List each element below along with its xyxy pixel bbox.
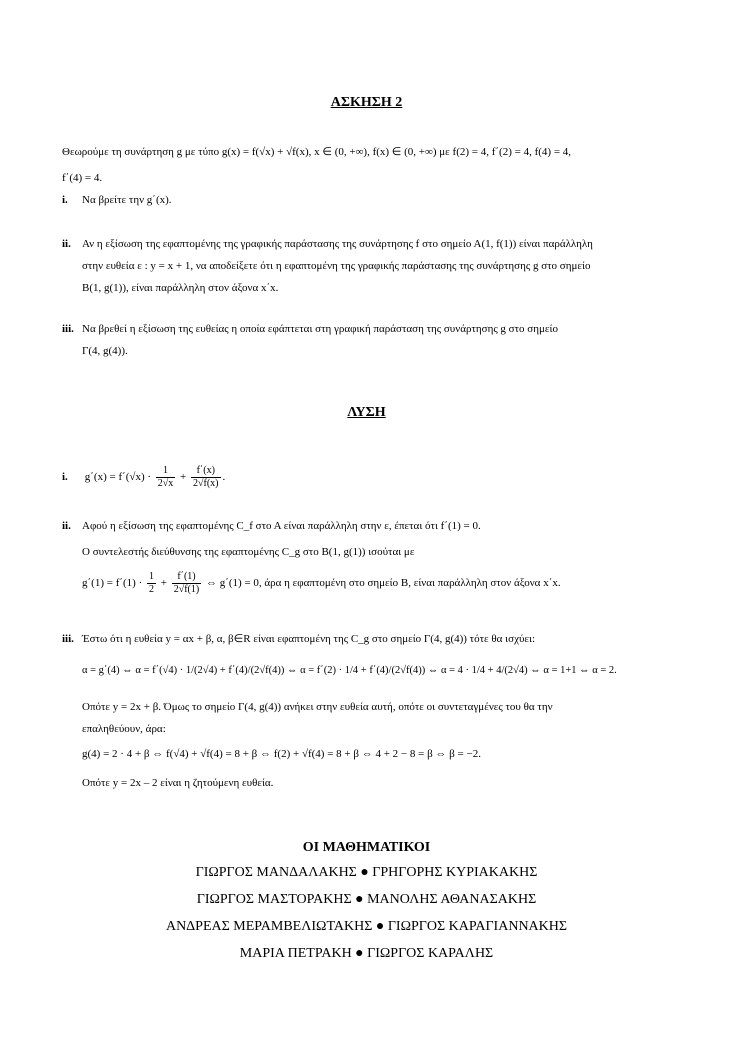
question-1 [62,193,172,207]
question-text: Να βρείτε την g΄(x). [82,194,172,206]
s2-fraction-2: $\frac{f΄(1)}{2√f(1)}$ [173,570,200,595]
author-line: ΜΑΡΙΑ ΠΕΤΡΑΚΗ ● ΓΙΩΡΓΟΣ ΚΑΡΑΛΗΣ [239,946,494,961]
solution-3-line-1 [62,632,535,646]
solution-text: Αφού η εξίσωση της εφαπτομένης C_f στο Α είναι παράλληλη στην ε, έπεται ότι f΄(1) = 0. [82,520,481,532]
question-text: Αν η εξίσωση της εφαπτομένης της γραφικής παράστασης της συνάρτησης f στο σημείο Α(1, f(1)) είναι παράλληλη [82,238,593,250]
solution-2-line-2: Ο συντελεστής διεύθυνσης της εφαπτομένης C_g στο Β(1, g(1)) ισούται με [82,546,415,558]
author-line: ΑΝΔΡΕΑΣ ΜΕΡΑΜΒΕΛΙΩΤΑΚΗΣ ● ΓΙΩΡΓΟΣ ΚΑΡΑΓΙΑΝΝΑΚΗΣ [165,919,568,934]
intro-prefix: Θεωρούμε τη συνάρτηση g με τύπο [62,146,220,158]
solution-2-formula: g΄(1) = f΄(1) · $\frac{1}{2}$ + $\frac{f΄(1)}{2√f(1)}$ ⇔ g΄(1) = 0, άρα η εφαπτομένη στο σημείο Β, είναι παράλληλη στον άξονα x΄x. [82,570,561,595]
solution-3-line-2: Οπότε y = 2x + β. Όμως το σημείο Γ(4, g(4)) ανήκει στην ευθεία αυτή, οπότε οι συντεταγμένες του θα την [82,701,553,713]
solution-1: i. g΄(x) = f΄(√x) · $\frac{1}{2√x}$ + $\frac{f΄(x)}{2√f(x)}$ . [62,462,225,492]
intro-formula: g(x) = f(√x) + √f(x), x ∈ (0, +∞), f(x) ∈ (0, +∞) [221,146,437,158]
solution-2-line-1 [62,519,481,533]
solution-3-formula-2: g(4) = 2 · 4 + β ⇔ f(√4) + √f(4) = 8 + β ⇔ f(2) + √f(4) = 8 + β ⇔ 4 + 2 − 8 = β ⇔ β = −2. [82,748,481,760]
solution-number: i. [62,471,68,483]
s1-fraction-2: $\frac{f΄(x)}{2√f(x)}$ [193,464,219,489]
question-3-line-1 [62,322,558,336]
s1-formula-a: g΄(x) = f΄(√x) · [84,471,152,483]
authors-title: ΟΙ ΜΑΘΗΜΑΤΙΚΟΙ [302,840,431,855]
question-number: iii. [62,323,74,335]
solution-text: Έστω ότι η ευθεία y = αx + β, α, β∈R είναι εφαπτομένη της C_g στο σημείο Γ(4, g(4)) τότε θα ισχύει: [82,633,536,645]
exercise-intro [62,145,571,159]
solution-3-line-4: Οπότε y = 2x – 2 είναι η ζητούμενη ευθεία. [82,777,274,789]
author-line: ΓΙΩΡΓΟΣ ΜΑΝΔΑΛΑΚΗΣ ● ΓΡΗΓΟΡΗΣ ΚΥΡΙΑΚΑΚΗΣ [195,865,538,880]
solution-number: ii. [62,520,71,532]
solution-3-formula: α = g΄(4) ⇔ α = f΄(√4) · 1/(2√4) + f΄(4)/(2√f(4)) ⇔ α = f΄(2) · 1/4 + f΄(4)/(2√f(4)) ⇔ α = 4 · 1/4 + 4/(2√4) ⇔ α = 1+1 ⇔ α = 2. [82,665,617,676]
intro-conditions: με f(2) = 4, f΄(2) = 4, f(4) = 4, [439,146,572,158]
question-2-line-2: στην ευθεία ε : y = x + 1, να αποδείξετε ότι η εφαπτομένη της γραφικής παράστασης της συνάρτησης g στο σημείο [82,260,591,272]
question-number: ii. [62,238,71,250]
exercise-intro-cont: f΄(4) = 4. [62,172,103,184]
solution-3-line-3: επαληθεύουν, άρα: [82,723,166,735]
s2-fraction-1: $\frac{1}{2}$ [149,570,155,595]
question-2-line-3: Β(1, g(1)), είναι παράλληλη στον άξονα x΄x. [82,282,279,294]
solution-number: iii. [62,633,74,645]
question-3-line-2: Γ(4, g(4)). [82,345,128,357]
author-line: ΓΙΩΡΓΟΣ ΜΑΣΤΟΡΑΚΗΣ ● ΜΑΝΟΛΗΣ ΑΘΑΝΑΣΑΚΗΣ [196,892,537,907]
question-text: Να βρεθεί η εξίσωση της ευθείας η οποία εφάπτεται στη γραφική παράσταση της συνάρτησης g στο σημείο [82,323,558,335]
question-number: i. [62,194,68,206]
exercise-title: ΑΣΚΗΣΗ 2 [330,95,403,110]
question-2-line-1 [62,237,593,251]
solution-title: ΛΥΣΗ [347,405,386,420]
s1-fraction-1: $\frac{1}{2√x}$ [157,464,174,489]
